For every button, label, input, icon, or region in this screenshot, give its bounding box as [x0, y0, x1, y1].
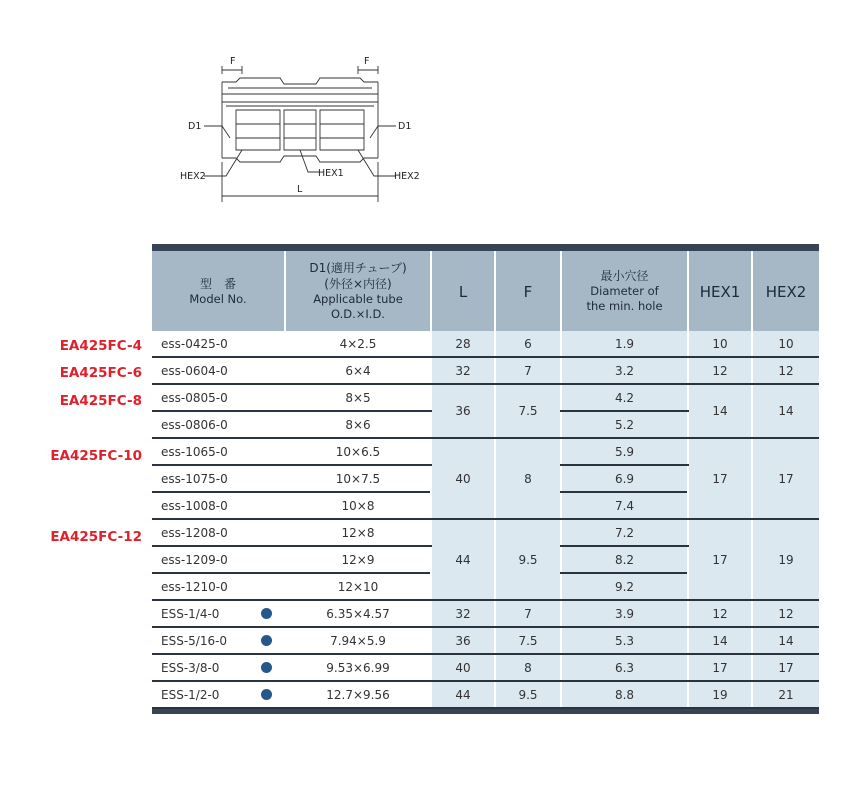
min-hole-cell: 7.2 [561, 519, 688, 546]
hex1-cell: 19 [688, 681, 752, 708]
od-cell: 7.94×5.9 [285, 627, 431, 654]
model-cell: ess-1210-0 [152, 573, 285, 600]
header-hex2 [752, 251, 819, 331]
f-cell: 6 [495, 331, 561, 357]
f-cell: 9.5 [495, 681, 561, 708]
header-min-en2: the min. hole [586, 299, 663, 313]
l-cell: 28 [431, 331, 495, 357]
hex1-cell: 12 [688, 357, 752, 384]
min-hole-cell: 1.9 [561, 331, 688, 357]
spec-table [152, 244, 819, 714]
table-row [152, 357, 819, 384]
hex2-cell: 17 [752, 438, 819, 519]
od-cell: 12.7×9.56 [285, 681, 431, 708]
table-row [152, 331, 819, 357]
l-cell: 40 [431, 438, 495, 519]
min-hole-cell: 5.9 [561, 438, 688, 465]
l-cell: 32 [431, 600, 495, 627]
model-cell-with-dot [152, 627, 285, 654]
model-cell-with-dot [152, 654, 285, 681]
min-hole-cell: 8.2 [561, 546, 688, 573]
l-cell: 40 [431, 654, 495, 681]
od-cell: 10×6.5 [285, 438, 431, 465]
min-hole-cell: 7.4 [561, 492, 688, 519]
model-text: ESS-1/2-0 [161, 687, 220, 702]
fitting-dimension-drawing [170, 52, 440, 212]
model-cell: ess-0806-0 [152, 411, 285, 438]
model-text: ESS-1/4-0 [161, 606, 220, 621]
model-cell: ess-1209-0 [152, 546, 285, 573]
inch-size-dot-icon [261, 662, 272, 673]
header-f [495, 251, 561, 331]
model-cell: ess-0425-0 [152, 331, 285, 357]
hex1-cell: 14 [688, 627, 752, 654]
od-cell: 6×4 [285, 357, 431, 384]
header-model [152, 251, 285, 331]
header-d1-en2: O.D.×I.D. [331, 307, 385, 321]
min-hole-cell: 6.9 [561, 465, 688, 492]
group-label-ea425fc-8: EA425FC-8 [59, 393, 142, 409]
f-cell: 8 [495, 654, 561, 681]
group-label-ea425fc-4: EA425FC-4 [59, 338, 142, 354]
min-hole-cell: 5.3 [561, 627, 688, 654]
model-cell-with-dot [152, 681, 285, 708]
hex2-cell: 12 [752, 357, 819, 384]
f-cell: 7 [495, 600, 561, 627]
hex2-right-label: HEX2 [394, 171, 420, 182]
model-cell: ess-1065-0 [152, 438, 285, 465]
table-row [152, 384, 819, 411]
min-hole-cell: 3.2 [561, 357, 688, 384]
model-cell: ess-1208-0 [152, 519, 285, 546]
header-d1 [285, 251, 431, 331]
hex1-cell: 14 [688, 384, 752, 438]
header-d1-en1: Applicable tube [313, 292, 403, 306]
hex2-left-label: HEX2 [180, 171, 206, 182]
l-label: L [297, 184, 303, 195]
table-top-bar [152, 244, 819, 251]
f-cell: 8 [495, 438, 561, 519]
f-cell: 7.5 [495, 627, 561, 654]
f-right-label: F [364, 56, 370, 67]
min-hole-cell: 9.2 [561, 573, 688, 600]
header-model-en: Model No. [189, 291, 247, 306]
model-text: ESS-3/8-0 [161, 660, 220, 675]
model-cell: ess-0805-0 [152, 384, 285, 411]
header-d1-jp2: (外径×内径) [324, 277, 392, 291]
header-f-text: F [523, 282, 533, 301]
group-label-ea425fc-10: EA425FC-10 [50, 448, 142, 464]
min-hole-cell: 6.3 [561, 654, 688, 681]
od-cell: 9.53×6.99 [285, 654, 431, 681]
header-l [431, 251, 495, 331]
table-header-row [152, 251, 819, 331]
header-hex1-text: HEX1 [699, 282, 741, 301]
hex2-cell: 21 [752, 681, 819, 708]
hex1-cell: 17 [688, 654, 752, 681]
l-cell: 44 [431, 519, 495, 600]
od-cell: 12×9 [285, 546, 431, 573]
od-cell: 8×6 [285, 411, 431, 438]
hex2-cell: 10 [752, 331, 819, 357]
table-row [152, 438, 819, 465]
l-cell: 36 [431, 384, 495, 438]
header-min-en1: Diameter of [590, 284, 659, 298]
header-l-text: L [458, 282, 468, 301]
hex2-cell: 14 [752, 384, 819, 438]
model-cell-with-dot [152, 600, 285, 627]
hex1-cell: 17 [688, 519, 752, 600]
model-cell: ess-1075-0 [152, 465, 285, 492]
inch-size-dot-icon [261, 689, 272, 700]
l-cell: 32 [431, 357, 495, 384]
table-bottom-bar [152, 709, 819, 714]
od-cell: 8×5 [285, 384, 431, 411]
hex2-cell: 12 [752, 600, 819, 627]
od-cell: 12×10 [285, 573, 431, 600]
hex2-cell: 19 [752, 519, 819, 600]
min-hole-cell: 4.2 [561, 384, 688, 411]
d1-right-label: D1 [398, 121, 412, 132]
group-label-ea425fc-12: EA425FC-12 [50, 529, 142, 545]
d1-left-label: D1 [188, 121, 202, 132]
od-cell: 10×8 [285, 492, 431, 519]
f-cell: 7.5 [495, 384, 561, 438]
hex1-cell: 10 [688, 331, 752, 357]
od-cell: 4×2.5 [285, 331, 431, 357]
od-cell: 6.35×4.57 [285, 600, 431, 627]
group-label-ea425fc-6: EA425FC-6 [59, 365, 142, 381]
table-row [152, 654, 819, 681]
table-row [152, 600, 819, 627]
model-text: ESS-5/16-0 [161, 633, 228, 648]
hex1-cell: 17 [688, 438, 752, 519]
header-hex1 [688, 251, 752, 331]
header-model-jp: 型 番 [199, 276, 236, 291]
inch-size-dot-icon [261, 635, 272, 646]
od-cell: 12×8 [285, 519, 431, 546]
header-hex2-text: HEX2 [765, 282, 807, 301]
model-cell: ess-1008-0 [152, 492, 285, 519]
hex1-label: HEX1 [318, 168, 344, 179]
min-hole-cell: 5.2 [561, 411, 688, 438]
l-cell: 36 [431, 627, 495, 654]
f-cell: 7 [495, 357, 561, 384]
table-row [152, 627, 819, 654]
od-cell: 10×7.5 [285, 465, 431, 492]
l-cell: 44 [431, 681, 495, 708]
f-cell: 9.5 [495, 519, 561, 600]
model-cell: ess-0604-0 [152, 357, 285, 384]
header-min-jp: 最小穴径 [600, 269, 649, 283]
table-row [152, 681, 819, 708]
header-d1-jp1: D1(適用チューブ) [309, 261, 407, 275]
hex1-cell: 12 [688, 600, 752, 627]
hex2-cell: 14 [752, 627, 819, 654]
table-row [152, 519, 819, 546]
hex2-cell: 17 [752, 654, 819, 681]
header-min-hole [561, 251, 688, 331]
inch-size-dot-icon [261, 608, 272, 619]
min-hole-cell: 3.9 [561, 600, 688, 627]
f-left-label: F [230, 56, 236, 67]
min-hole-cell: 8.8 [561, 681, 688, 708]
